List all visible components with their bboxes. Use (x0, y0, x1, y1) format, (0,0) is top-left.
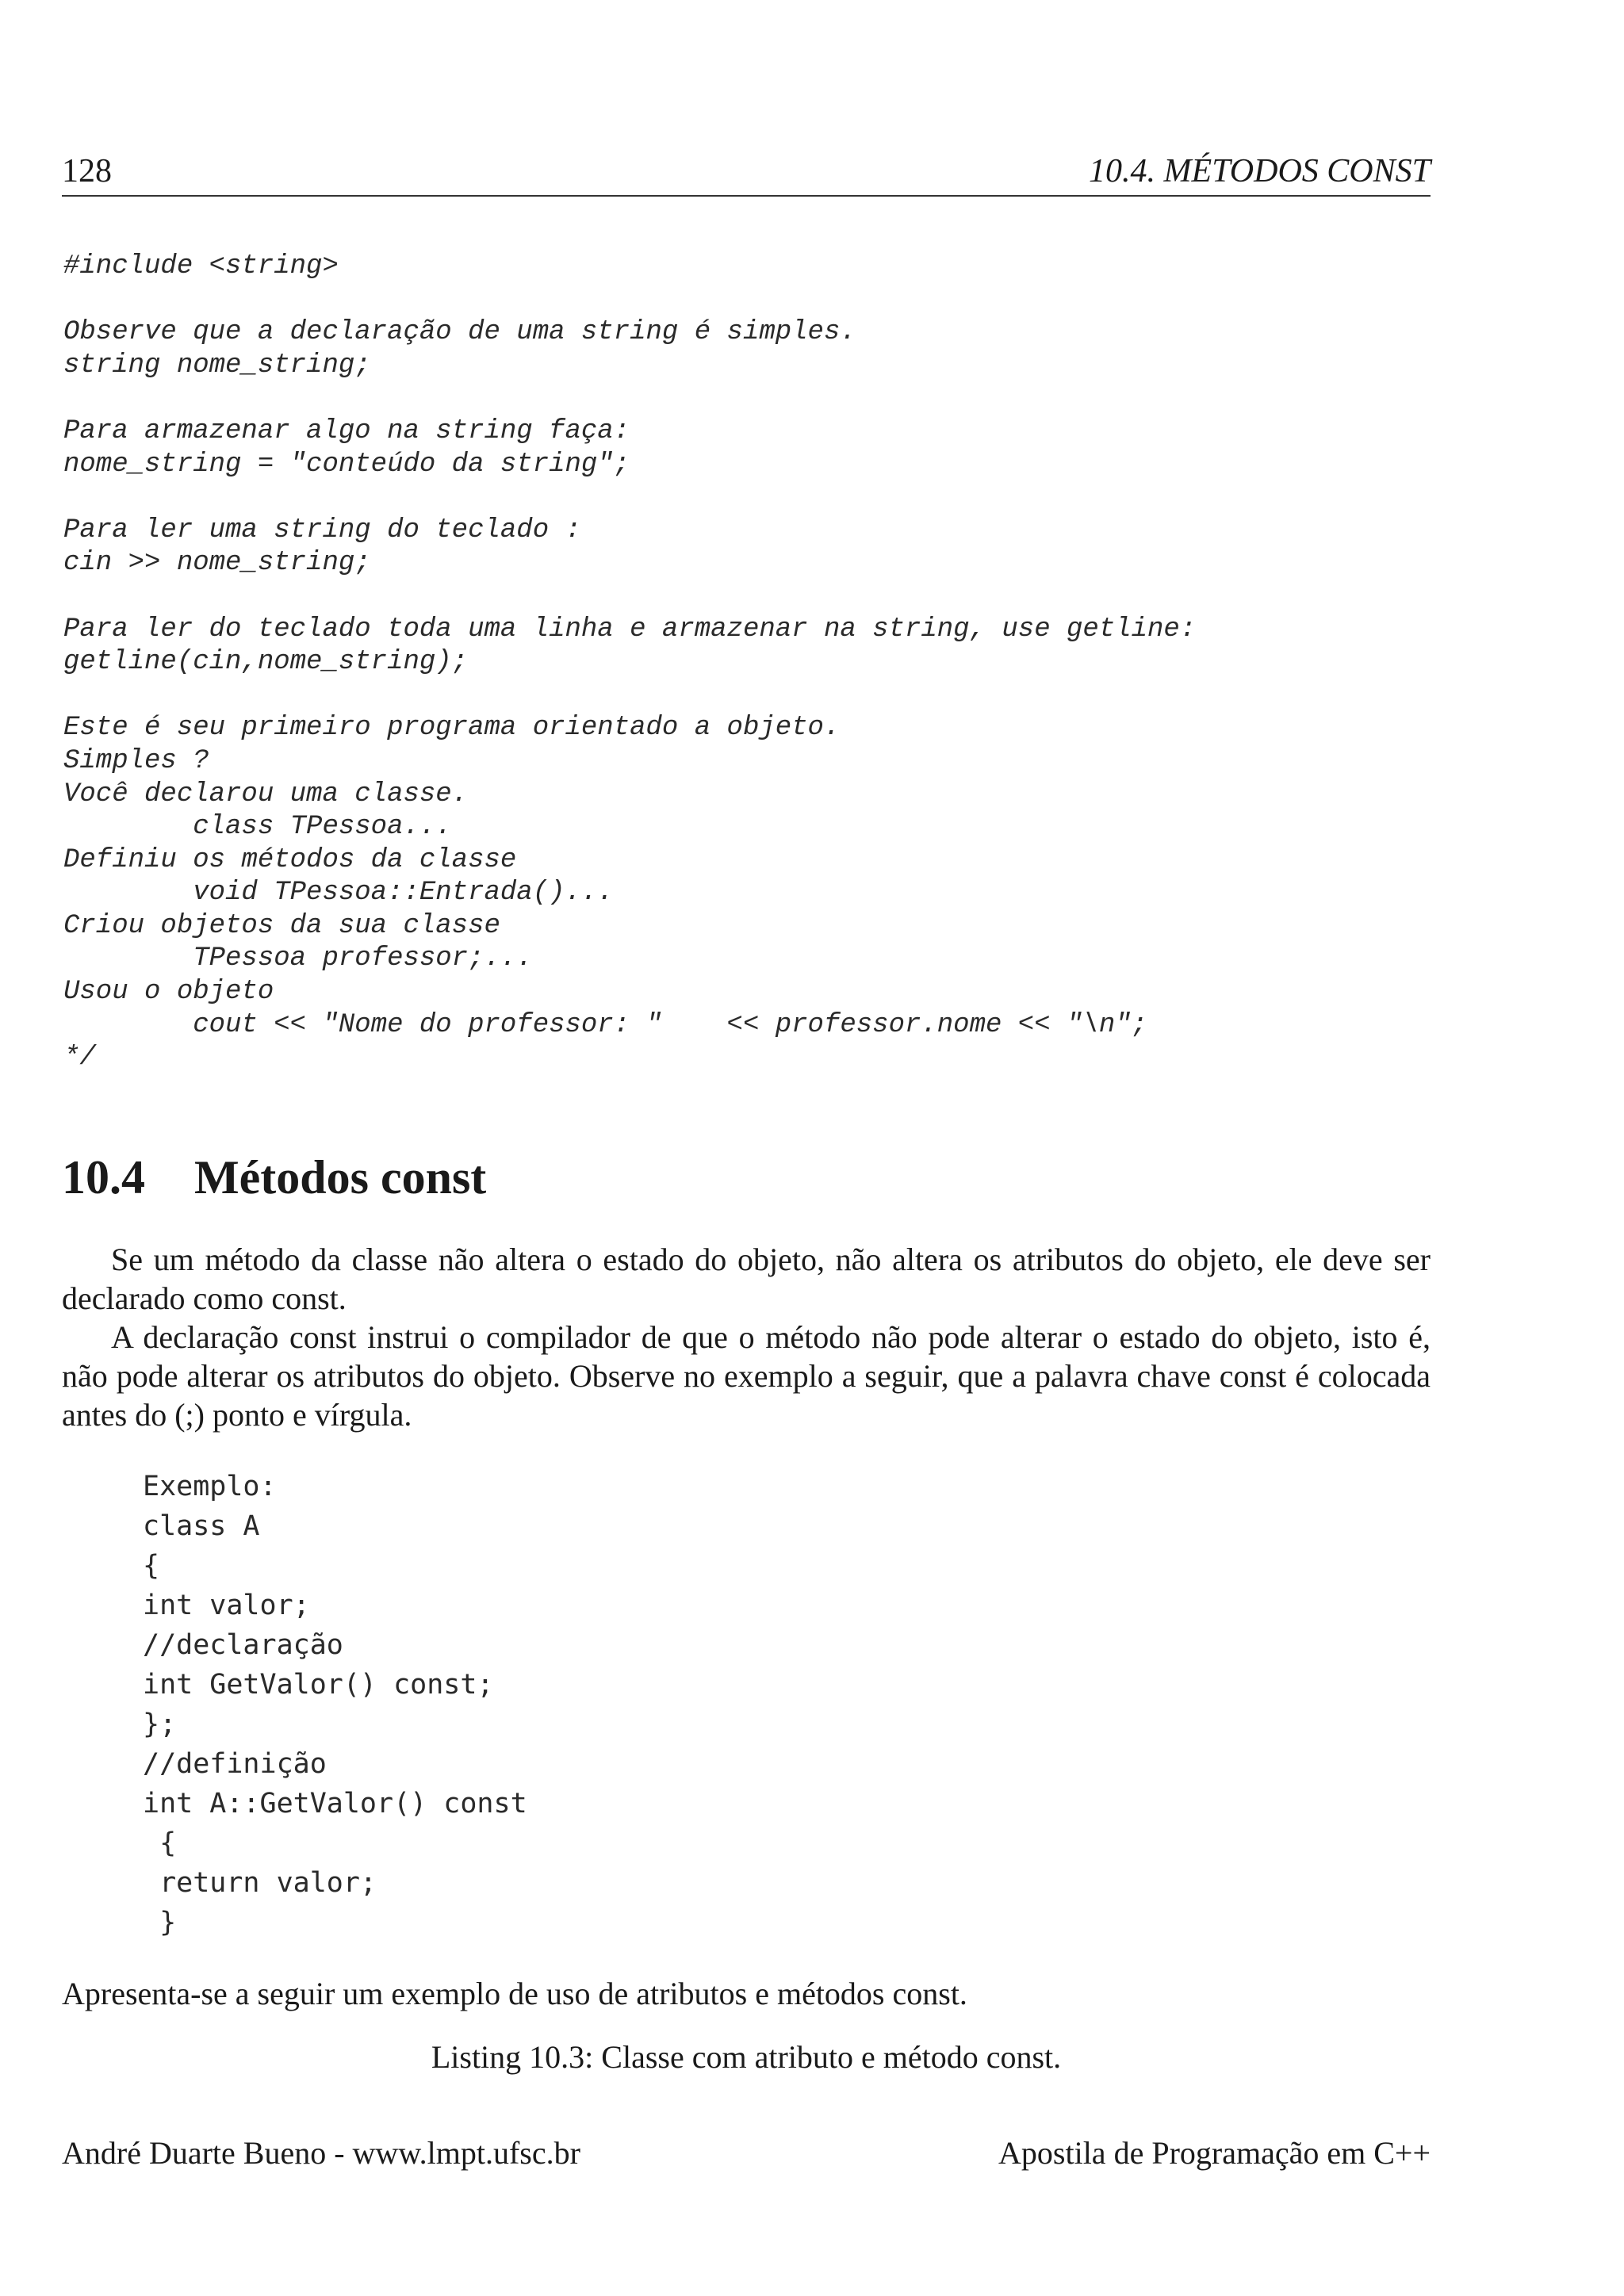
code-line: getline(cin,nome_string); (63, 647, 469, 678)
code-line: #include <string> (63, 251, 339, 281)
code-line: */ (63, 1043, 96, 1073)
code-line: return valor; (143, 1867, 377, 1899)
paragraph-listing-intro: Apresenta-se a seguir um exemplo de uso de atributos e métodos const. (62, 1976, 967, 2011)
code-line: Para armazenar algo na string faça: (63, 415, 630, 446)
code-line (63, 679, 1196, 713)
code-line: void TPessoa::Entrada()... (63, 878, 614, 909)
footer-author: André Duarte Bueno - www.lmpt.ufsc.br (62, 2135, 580, 2171)
footer-book-title: Apostila de Programação em C++ (998, 2135, 1431, 2171)
code-line: class TPessoa... (63, 812, 452, 843)
header-rule (62, 195, 1431, 197)
code-line: Exemplo: (143, 1471, 277, 1502)
code-line: Para ler do teclado toda uma linha e armazenar na string, use getline: (63, 614, 1197, 645)
code-line: TPessoa professor;... (63, 943, 533, 974)
section-title: Métodos const (194, 1151, 487, 1203)
code-line (63, 481, 1196, 515)
code-line: Usou o objeto (63, 977, 274, 1008)
code-line (63, 580, 1196, 614)
code-block-const-example (143, 1467, 527, 1942)
code-line (63, 284, 1196, 317)
paragraph-const-intro: Se um método da classe não altera o estado do objeto, não altera os atributos do objeto, ele deve ser declarado como const. (62, 1242, 1431, 1316)
code-block-string-example (63, 251, 1196, 1075)
code-line: int valor; (143, 1590, 310, 1621)
running-header-title: 10.4. MÉTODOS CONST (1089, 153, 1431, 189)
code-line: { (143, 1550, 160, 1582)
code-line: string nome_string; (63, 350, 371, 381)
code-line: //declaração (143, 1629, 343, 1661)
code-line: //definição (143, 1748, 327, 1780)
code-line: Simples ? (63, 745, 209, 776)
page-number: 128 (62, 153, 112, 189)
code-line: } (143, 1907, 177, 1938)
code-line: Você declarou uma classe. (63, 779, 469, 809)
section-heading (62, 1150, 486, 1205)
code-line: Definiu os métodos da classe (63, 844, 517, 875)
section-number: 10.4 (62, 1151, 145, 1203)
code-line: cin >> nome_string; (63, 548, 371, 579)
code-line: int A::GetValor() const (143, 1788, 527, 1820)
listing-caption: Listing 10.3: Classe com atributo e método const. (431, 2039, 1062, 2075)
code-line: { (143, 1827, 177, 1859)
code-line: }; (143, 1709, 177, 1740)
code-line: int GetValor() const; (143, 1669, 494, 1701)
code-line: class A (143, 1510, 260, 1542)
code-line: Criou objetos da sua classe (63, 910, 500, 941)
code-line: Para ler uma string do teclado : (63, 515, 581, 545)
code-line: Este é seu primeiro programa orientado a objeto. (63, 713, 841, 744)
paragraph-const-explanation: A declaração const instrui o compilador de que o método não pode alterar o estado do objeto, isto é, não pode alterar os atributos do objeto. Observe no exemplo a seguir, que a palavra chave const é colocada antes do (;) ponto e vírgula. (62, 1319, 1431, 1433)
code-line (63, 382, 1196, 415)
code-line: cout << "Nome do professor: " << professor.nome << "\n"; (63, 1009, 1148, 1040)
code-line: Observe que a declaração de uma string é simples. (63, 317, 856, 348)
code-line: nome_string = "conteúdo da string"; (63, 449, 630, 480)
